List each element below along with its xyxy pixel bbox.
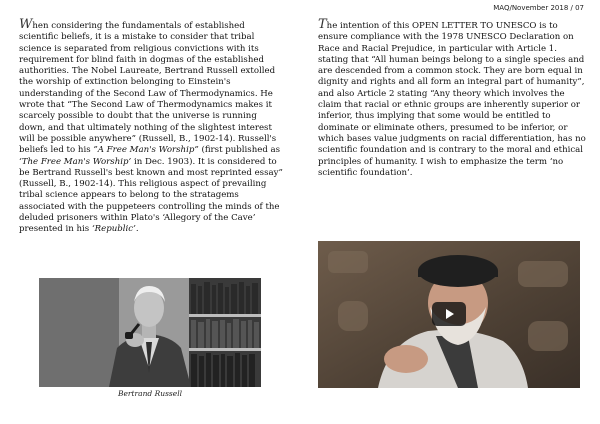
left-paragraph [19, 17, 285, 236]
video-play-button[interactable] [432, 302, 466, 326]
left-text-4: . [135, 224, 139, 235]
left-text-1: hen considering the fundamentals of established scientific beliefs, it is a mistake to consider that tribal science is separated from religious convictions with its requirement for blind faith in dogmas of the established authorities. The Nobel Laureate, Bertrand Russell extolled the worship of extinction belonging to Einstein's understanding of the Second Law of Thermodynamics. He wrote that “The Second Law of Thermodynamics makes it scarcely possible to doubt that the universe is running down, and that ultimately nothing of the slightest interest will be possible anywhere” (Russell, B., 1902-14). Russell's beliefs led to his [19, 21, 277, 156]
left-italic-1: ”A Free Man's Worship” [93, 145, 199, 156]
left-text-2: (first published as [198, 145, 281, 156]
russell-photo-caption: Bertrand Russell [117, 389, 183, 398]
left-text-3: in Dec. 1903). It is considered to be Bertrand Russell's best known and most reprinted essay” (Russell, B., 1902-14). This religious aspect of prevailing tribal science appears to belong to the stratagems associated with the puppeteers controlling the minds of the deluded prisoners within Plato's ‘Allegory of the Cave’ presented in his [19, 156, 283, 235]
russell-photo-illustration [39, 278, 261, 387]
right-text-1: he intention of this OPEN LETTER TO UNESCO is to ensure compliance with the 1978 UNESCO Declaration on Race and Racial Prejudice, in particular with Article 1. stating that “All human beings belong to a single species and are descended from a common stock. They are born equal in dignity and rights and all form an integral part of humanity”, and also Article 2 stating “Any theory which involves the claim that racial or ethnic groups are inherently superior or inferior, thus implying that some would be entitled to dominate or eliminate others, presumed to be inferior, or which bases value judgments on racial differentiation, has no scientific foundation and is contrary to the moral and ethical principles of humanity. I wish to emphasize the term ‘no scientific foundation’. [318, 21, 586, 178]
russell-photo [39, 278, 261, 387]
left-italic-2: ‘The Free Man's Worship’ [19, 156, 132, 167]
running-head: MAQ/November 2018 / 07 [493, 4, 584, 12]
left-italic-3: ‘Republic’ [91, 224, 136, 235]
play-icon [432, 302, 466, 326]
right-paragraph [318, 17, 586, 179]
left-dropcap: W [19, 17, 32, 32]
right-dropcap: T [318, 17, 326, 32]
right-column [318, 17, 586, 179]
left-column [19, 17, 285, 236]
